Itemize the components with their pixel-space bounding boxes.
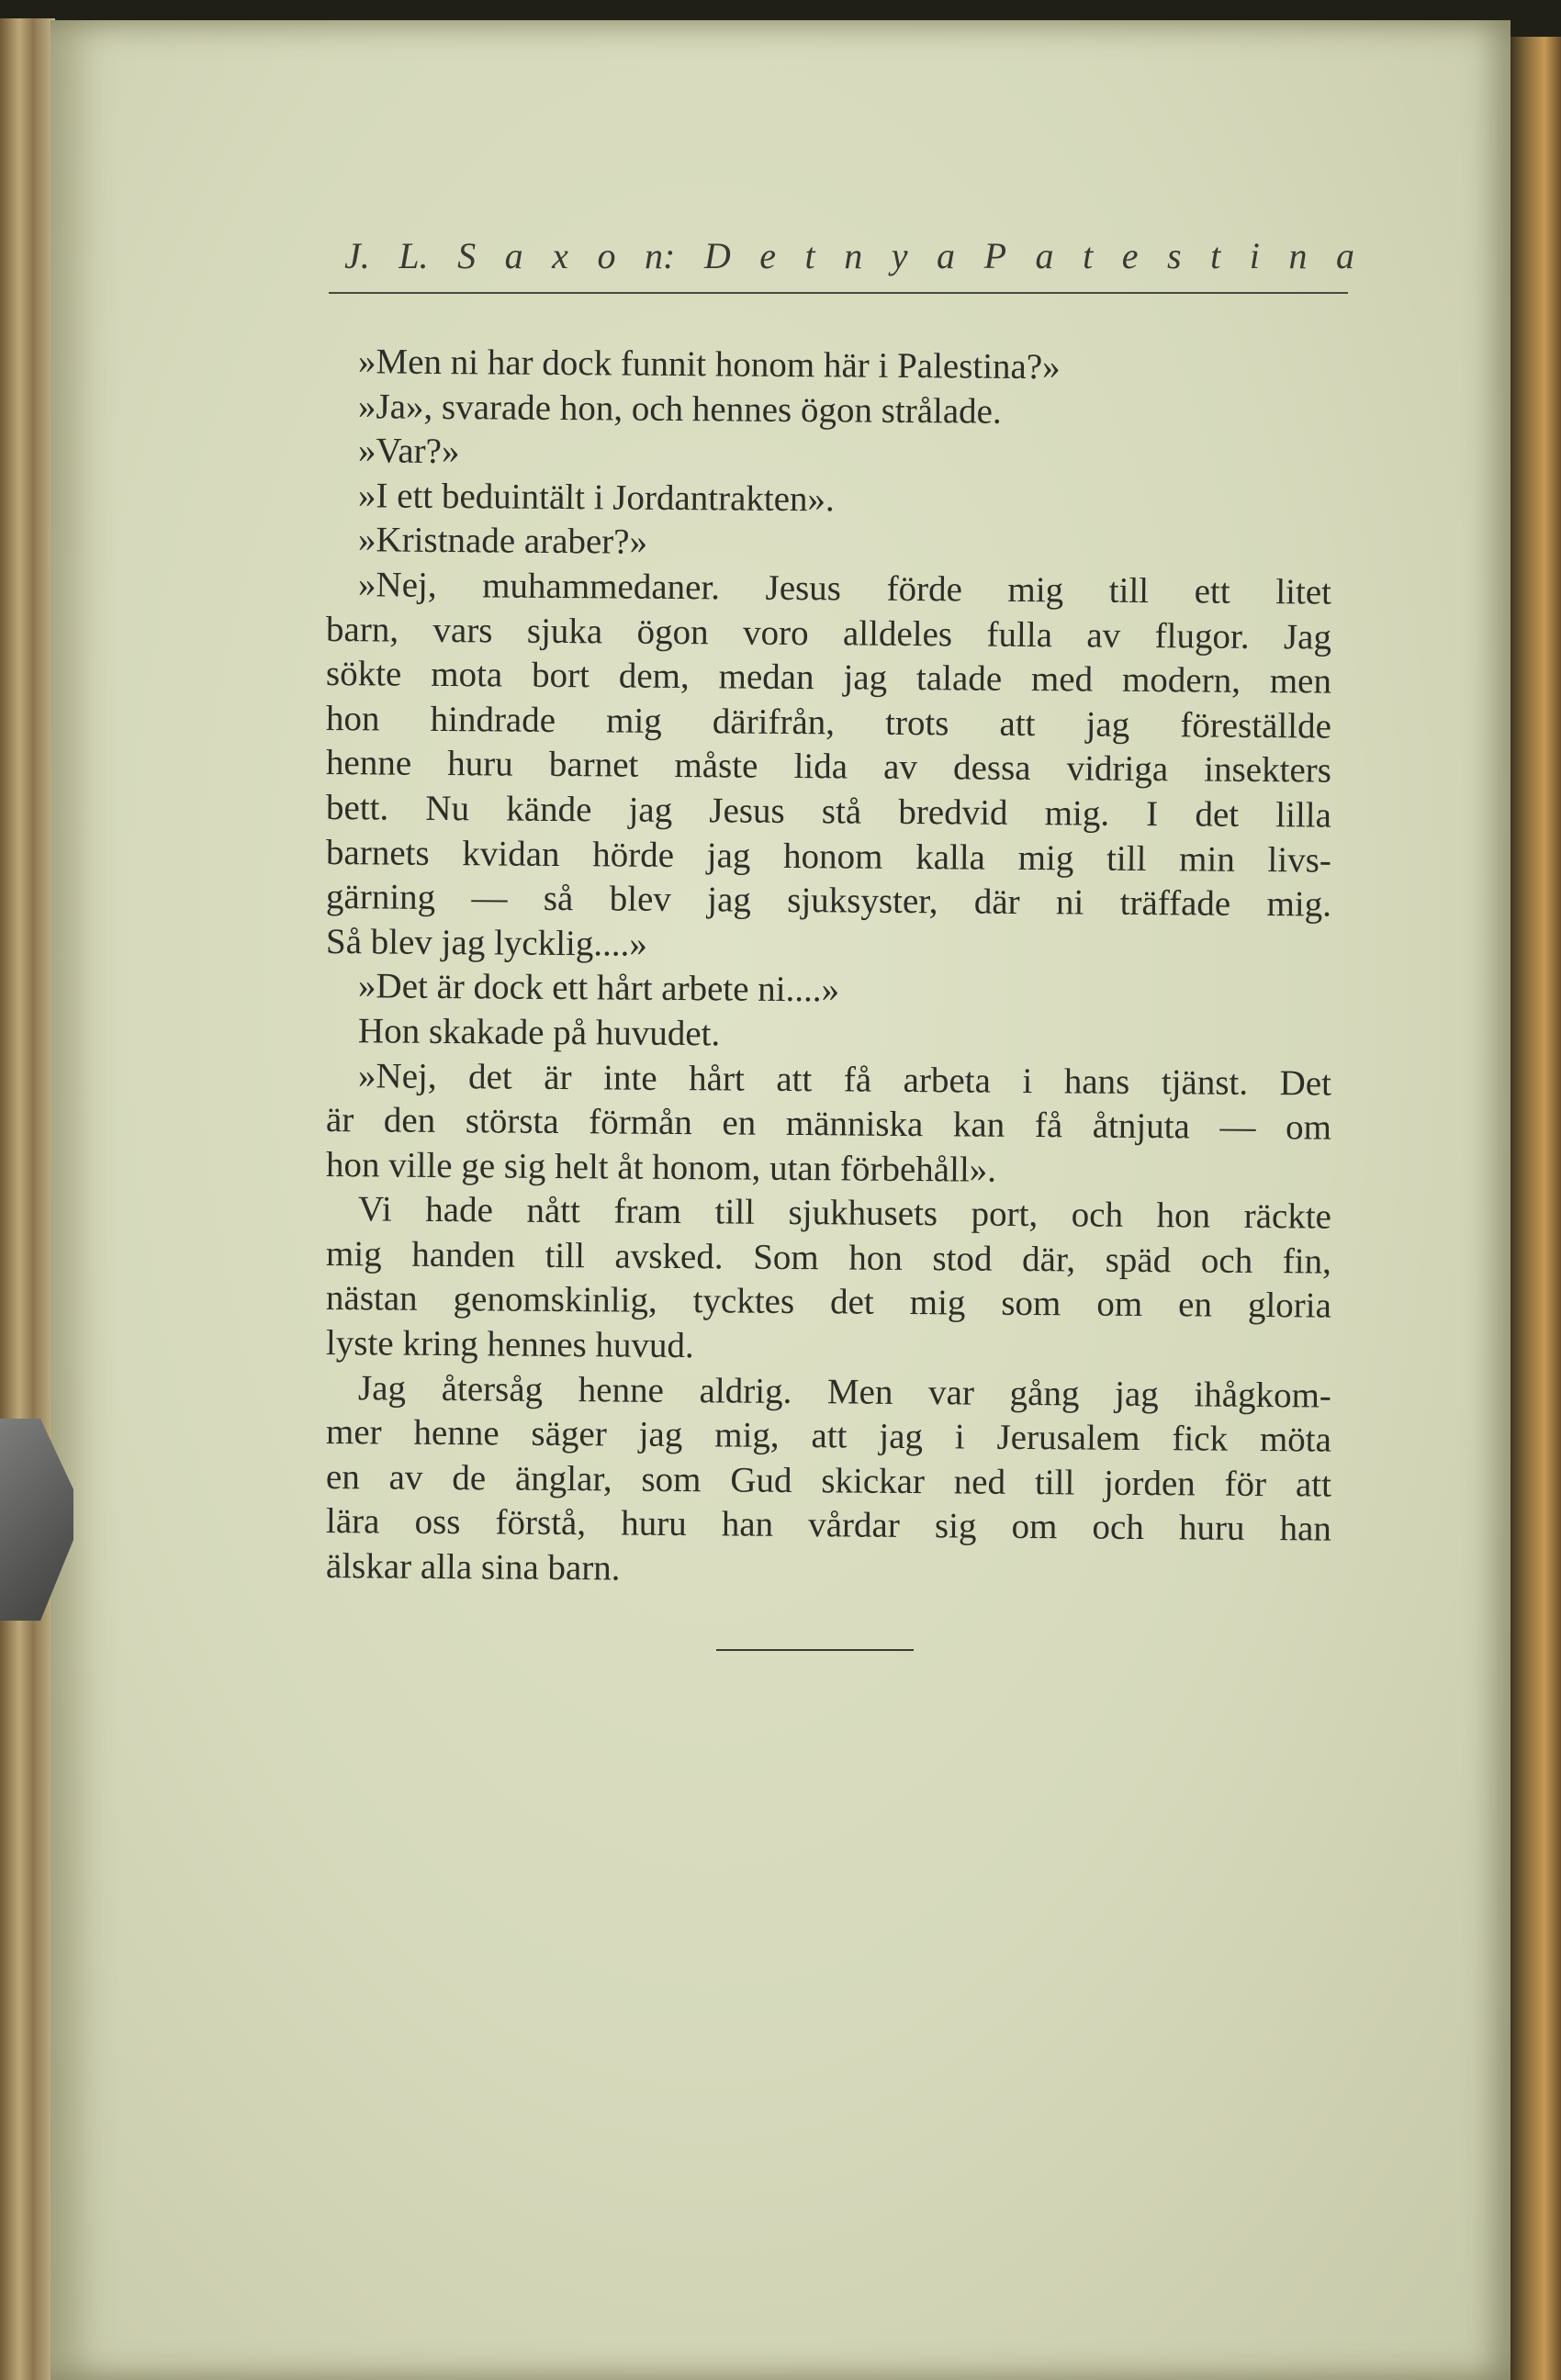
running-head-letter: e (1121, 235, 1139, 276)
text-line (326, 831, 1331, 883)
line-word: voro (742, 612, 809, 653)
text-line (326, 1187, 1331, 1240)
line-word: det (1195, 794, 1240, 835)
line-word: måste (674, 746, 758, 787)
line-word: mig (1017, 837, 1074, 878)
line-word: om (1285, 1107, 1332, 1148)
line-word: ögon (636, 612, 709, 652)
line-word: hårt (688, 1058, 745, 1099)
text-line (326, 1410, 1331, 1463)
line-text: Hon skakade på huvudet. (357, 1011, 721, 1054)
line-word: den (383, 1100, 436, 1141)
line-word: att (811, 1416, 848, 1456)
running-head-letter: a (504, 235, 523, 276)
line-word: vidriga (1066, 748, 1169, 790)
line-word: och (1092, 1507, 1144, 1548)
line-word: »Nej, (357, 1055, 437, 1096)
line-word: huru (447, 744, 513, 784)
text-line (326, 1009, 1331, 1061)
line-word: få (843, 1059, 872, 1100)
text-line (326, 340, 1331, 392)
line-word: stå (821, 791, 862, 832)
line-word: henne (413, 1413, 500, 1454)
line-word: sjukhusets (788, 1193, 938, 1234)
text-line (326, 1276, 1331, 1329)
running-head-letter: P (983, 235, 1006, 276)
running-head-letter: s (1167, 235, 1182, 276)
text-line (326, 563, 1331, 615)
line-word: tjänst. (1161, 1061, 1249, 1103)
line-word: bredvid (898, 791, 1008, 833)
text-line (326, 1366, 1331, 1419)
line-text: Så blev jag lycklig....» (325, 921, 648, 964)
line-word: hindrade (430, 699, 556, 740)
line-word: är (544, 1057, 572, 1097)
line-word: dessa (952, 747, 1031, 789)
line-word: barnets (325, 832, 430, 873)
line-word: — (471, 878, 508, 918)
running-head-letter: t (804, 235, 815, 276)
line-word: åtnjuta (1092, 1106, 1191, 1147)
line-word: i (954, 1417, 965, 1457)
running-head-letter: a (937, 235, 956, 276)
line-word: Det (1279, 1062, 1332, 1104)
text-line (326, 518, 1331, 570)
text-line (326, 1499, 1331, 1552)
running-head-letter: e (759, 235, 777, 276)
text-line (326, 1054, 1331, 1106)
line-word: hörde (592, 834, 675, 875)
line-word: vars (432, 610, 493, 650)
text-line (326, 1098, 1331, 1151)
running-head-letter: n (1288, 235, 1308, 276)
line-word: Jesus (765, 567, 842, 609)
text-line (326, 429, 1331, 481)
line-word: späd (1105, 1240, 1172, 1281)
line-word: hon (1156, 1196, 1211, 1236)
line-word: trots (884, 702, 949, 744)
line-word: bort (531, 655, 590, 696)
line-word: och (1071, 1195, 1124, 1236)
line-word: medan (718, 657, 814, 698)
book-edge-right (1506, 37, 1561, 2380)
line-word: Vi (357, 1189, 392, 1229)
line-word: som (641, 1459, 702, 1500)
line-word: kan (952, 1105, 1005, 1145)
line-word: för (1224, 1464, 1267, 1504)
running-head-letter: x (552, 235, 568, 276)
running-head-letter: a (1335, 235, 1354, 276)
running-head-letter: n (844, 235, 863, 276)
line-word: Nu (425, 788, 470, 829)
line-word: modern, (1121, 659, 1241, 701)
line-word: huru (1178, 1508, 1245, 1549)
running-head-letter: S (457, 235, 477, 276)
line-word: bett. (325, 787, 389, 828)
line-word: I (1146, 793, 1159, 835)
line-word: henne (578, 1369, 665, 1410)
line-word: port, (971, 1194, 1039, 1235)
line-word: mig (1007, 569, 1064, 611)
line-text: »I ett beduintält i Jordantrakten». (357, 476, 835, 520)
line-word: och (1200, 1241, 1253, 1281)
line-word: så (543, 878, 574, 919)
line-word: han (1279, 1509, 1332, 1550)
line-word: det (467, 1056, 512, 1097)
line-word: jag (843, 657, 888, 698)
line-word: oss (414, 1502, 461, 1543)
line-word: i (1022, 1061, 1033, 1101)
line-word: med (1030, 659, 1094, 700)
line-word: gärning (325, 877, 436, 918)
text-line (326, 741, 1331, 793)
line-text: »Kristnade araber?» (357, 520, 648, 563)
line-word: en (1177, 1285, 1213, 1326)
line-word: till (1034, 1462, 1075, 1503)
end-rule (716, 1649, 914, 1651)
text-line (326, 964, 1331, 1016)
line-word: till (1106, 838, 1147, 879)
running-head-letter: J. (344, 235, 370, 276)
line-word: min (1178, 838, 1235, 880)
line-word: Jag (357, 1367, 407, 1409)
line-word: hans (1063, 1061, 1130, 1102)
line-word: mig. (1044, 793, 1110, 834)
line-word: vårdar (808, 1505, 900, 1546)
line-word: av (882, 747, 918, 788)
line-word: som (1001, 1284, 1061, 1324)
line-word: muhammedaner. (482, 566, 721, 608)
running-head-letter: L. (399, 235, 429, 276)
book-edge-left (0, 18, 55, 2380)
line-word: största (465, 1101, 559, 1142)
text-line (326, 385, 1331, 437)
line-word: insekters (1204, 749, 1332, 791)
line-word: kvidan (462, 833, 560, 874)
line-word: möta (1259, 1420, 1332, 1460)
line-word: fulla (986, 614, 1053, 655)
line-word: talade (915, 658, 1003, 699)
line-word: räckte (1243, 1196, 1332, 1237)
line-word: fin, (1282, 1241, 1332, 1282)
line-word: de (452, 1457, 487, 1499)
line-word: dem, (618, 656, 690, 697)
line-word: få (1034, 1106, 1063, 1146)
line-word: — (1219, 1106, 1256, 1148)
line-word: en (325, 1456, 360, 1498)
line-word: gång (1009, 1373, 1080, 1414)
text-line (326, 1544, 1331, 1597)
line-word: lära (325, 1501, 380, 1542)
line-text: lyste kring hennes huvud. (325, 1323, 694, 1366)
line-word: till (714, 1192, 756, 1232)
line-word: kalla (915, 836, 986, 878)
line-word: hon (325, 698, 380, 739)
line-word: litet (1275, 572, 1332, 612)
line-word: »Nej, (357, 565, 437, 605)
line-word: att (776, 1059, 813, 1099)
line-word: barn, (325, 609, 399, 650)
line-text: hon ville ge sig helt åt honom, utan förbehåll». (325, 1144, 997, 1190)
line-word: gloria (1247, 1285, 1332, 1327)
line-text: »Var?» (357, 431, 460, 472)
line-word: ni (1055, 882, 1084, 923)
line-word: han (721, 1504, 774, 1545)
header-rule (329, 292, 1348, 294)
line-word: lilla (1275, 795, 1332, 836)
line-word: men (1269, 661, 1332, 702)
line-word: hon (848, 1238, 904, 1278)
line-word: alldeles (842, 612, 953, 654)
line-word: lida (793, 747, 848, 787)
line-word: om (1011, 1507, 1058, 1547)
line-word: hade (425, 1190, 494, 1230)
text-line (326, 652, 1331, 704)
line-word: jag (628, 790, 673, 830)
line-word: sjuksyster, (787, 881, 938, 922)
line-word: till (1108, 570, 1150, 612)
line-word: mig, (714, 1415, 780, 1456)
line-word: jag (638, 1414, 683, 1455)
line-word: till (545, 1235, 586, 1276)
line-word: mota (431, 655, 503, 695)
line-word: mer (325, 1412, 382, 1453)
line-word: det (829, 1282, 874, 1323)
text-line (326, 875, 1331, 927)
line-word: mig (909, 1283, 966, 1323)
line-text: älskar alla sina barn. (325, 1546, 621, 1589)
line-word: därifrån, (712, 702, 836, 743)
line-word: fram (613, 1191, 682, 1232)
line-word: nästan (325, 1278, 418, 1319)
line-word: mig (605, 701, 662, 741)
line-word: förstå, (495, 1502, 587, 1544)
line-word: arbeta (903, 1060, 992, 1101)
line-word: sjuka (526, 611, 603, 651)
line-word: av (388, 1457, 423, 1498)
line-word: jag (1085, 704, 1130, 745)
line-word: av (1086, 615, 1121, 656)
text-line (326, 1321, 1331, 1374)
line-word: mig (325, 1233, 382, 1274)
line-word: nått (526, 1190, 581, 1231)
running-head-letter: i (1249, 235, 1260, 276)
line-word: huru (621, 1503, 687, 1544)
line-word: stod (932, 1239, 993, 1279)
line-text: »Ja», svarade hon, och hennes ögon strålade. (357, 386, 1002, 432)
line-word: skickar (821, 1461, 926, 1501)
running-head-letter: y (891, 235, 908, 276)
line-word: jag (879, 1416, 924, 1457)
line-word: ihågkom- (1194, 1375, 1332, 1416)
running-head-letter: n: (644, 235, 676, 276)
line-word: jag (707, 880, 752, 920)
running-head-letter: D (703, 235, 731, 276)
line-word: var (927, 1372, 975, 1413)
line-word: Jerusalem (996, 1417, 1140, 1459)
line-word: sökte (325, 654, 402, 694)
line-word: jorden (1103, 1463, 1196, 1504)
line-word: att (1295, 1465, 1332, 1505)
line-word: henne (325, 743, 412, 784)
body-text (326, 340, 1331, 1589)
line-word: att (999, 703, 1036, 744)
line-word: livs- (1267, 839, 1332, 881)
line-word: sig (934, 1506, 977, 1547)
line-word: änglar, (514, 1458, 612, 1499)
line-word: flugor. (1154, 615, 1250, 657)
running-head-letter: o (597, 235, 616, 276)
line-word: ned (953, 1462, 1006, 1502)
text-line (326, 786, 1331, 838)
running-head (344, 234, 1354, 280)
line-word: inte (602, 1057, 657, 1098)
line-word: förde (886, 568, 963, 610)
line-word: Som (753, 1237, 819, 1278)
running-head-letter: t (1210, 235, 1221, 276)
text-line (326, 608, 1331, 660)
line-word: fick (1172, 1419, 1229, 1459)
line-word: jag (706, 835, 751, 876)
line-word: Jag (1283, 616, 1332, 657)
running-head-letter: t (1083, 235, 1094, 276)
line-word: honom (782, 836, 883, 877)
line-word: ett (1194, 571, 1230, 612)
line-word: där (973, 881, 1020, 923)
line-word: Jesus (709, 791, 785, 831)
line-word: Gud (730, 1460, 792, 1500)
line-word: Men (826, 1371, 893, 1412)
line-word: är (325, 1100, 354, 1140)
line-word: människa (785, 1104, 924, 1145)
line-word: handen (411, 1234, 516, 1275)
line-word: avsked. (614, 1236, 724, 1277)
line-word: kände (506, 789, 592, 830)
line-word: om (1096, 1285, 1143, 1325)
line-word: träffade (1119, 882, 1231, 924)
line-word: barnet (548, 745, 639, 786)
line-word: genomskinlig, (453, 1279, 657, 1321)
line-word: tycktes (692, 1281, 795, 1322)
line-word: där, (1021, 1239, 1076, 1280)
line-word: återsåg (441, 1368, 544, 1409)
line-text: »Men ni har dock funnit honom här i Palestina?» (357, 342, 1061, 387)
line-text: »Det är dock ett hårt arbete ni....» (357, 966, 840, 1010)
line-word: en (722, 1103, 757, 1143)
line-word: mig. (1266, 884, 1332, 925)
line-word: förmån (589, 1102, 693, 1143)
line-word: blev (609, 879, 672, 920)
running-head-letter: a (1035, 235, 1054, 276)
line-word: aldrig. (699, 1370, 792, 1411)
line-word: föreställde (1180, 705, 1332, 747)
line-word: jag (1114, 1374, 1159, 1414)
line-word: säger (531, 1414, 607, 1454)
